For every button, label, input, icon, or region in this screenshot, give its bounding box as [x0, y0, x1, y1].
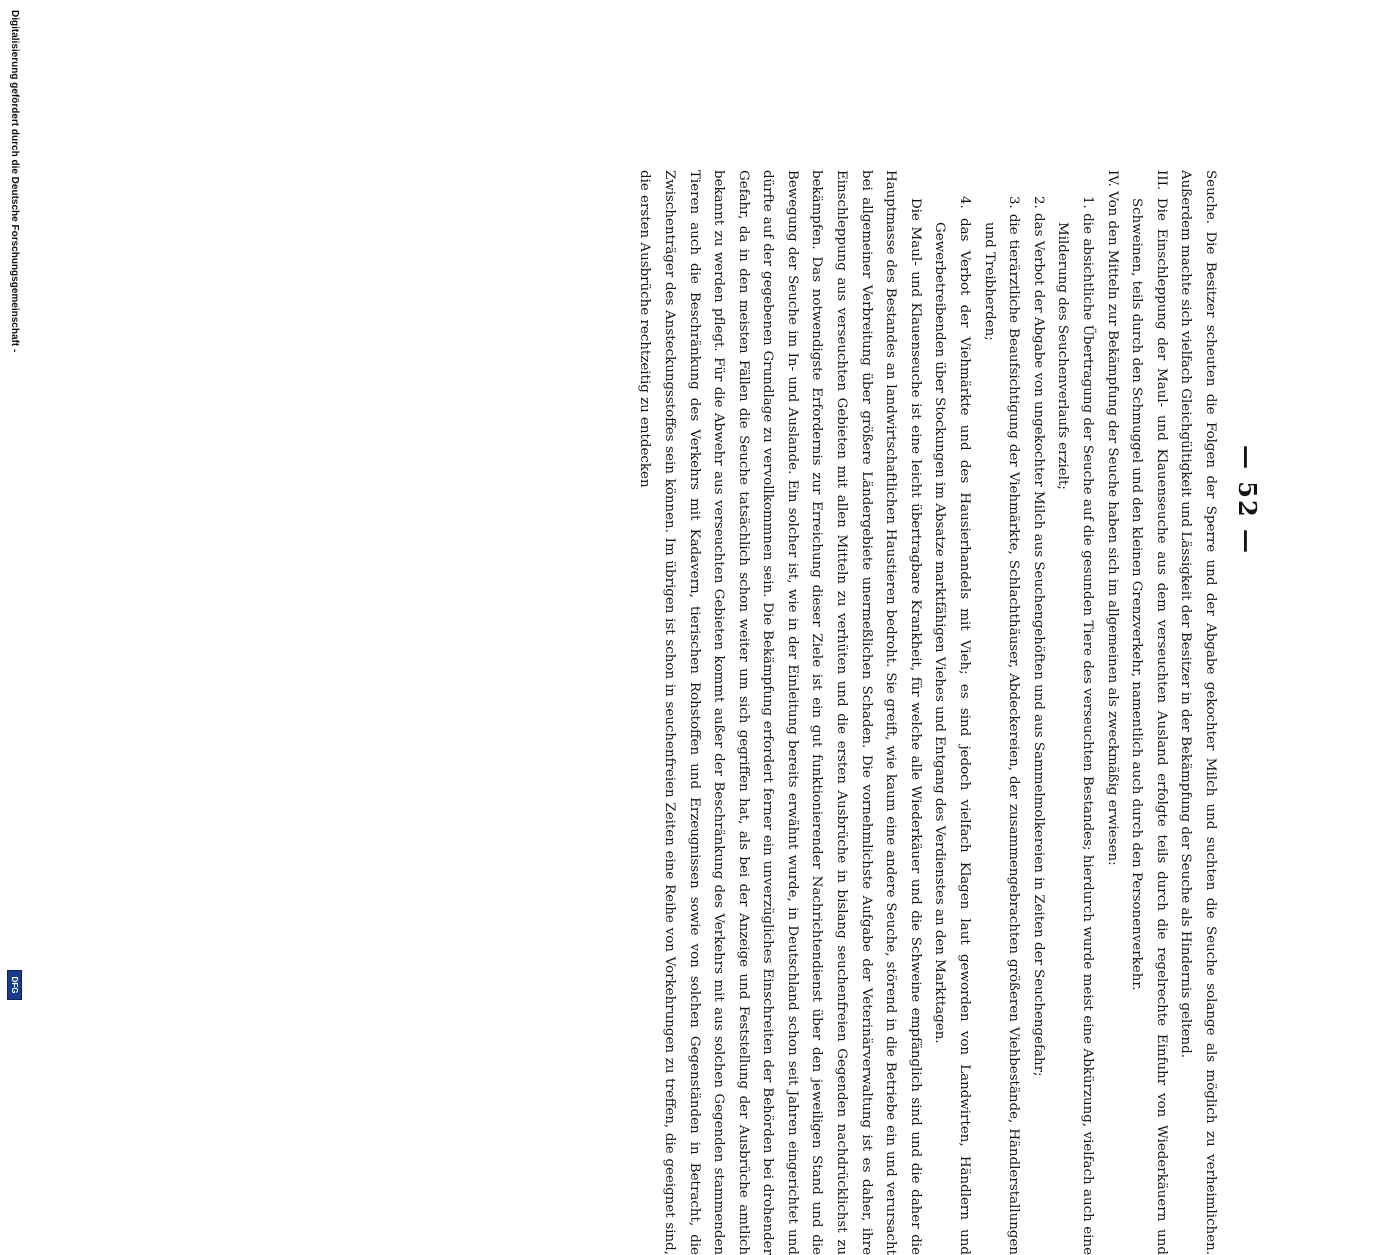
paragraph-iv-mittel: IV. Von den Mitteln zur Bekämpfung der Seuche haben sich im allgemeinen als zweckmäßig erwiesen:: [1104, 170, 1120, 866]
list-item-3: 3. die tierärztliche Beaufsichtigung der Viehmärkte, Schlachthäuser, Abdeckereien, der zusammengebrachten größeren Viehbestände, Händlerstallungen und Treibherden;: [981, 196, 1022, 1255]
paragraph-seuche: Seuche. Die Besitzer scheuten die Folgen der Sperre und der Abgabe gekochter Milch und suchten die Seuche solange als möglich zu verheimlichen. Außerdem machte sich vielfach Gleichgültigkeit und Lässigkeit der Besitzer in der Bekämpfung der Seuche als Hindernis geltend.: [1178, 170, 1218, 1255]
credit-text: Digitalisierung gefördert durch die Deutsche Forschungsgemeinschaft -: [9, 10, 21, 353]
digitization-credit: [0, 0, 30, 1000]
body-text: [632, 170, 1222, 1255]
paragraph-maul-klauenseuche: Die Maul- und Klauenseuche ist eine leicht übertragbare Krankheit, für welche alle Wiederkäuer und die Schweine empfänglich sind und die daher die Hauptmasse des Bestandes an landwirtschaftlichen Haustieren bedroht. Sie greift, wie kaum eine andere Seuche, störend in die Betriebe ein und verursacht bei allgemeiner Verbreitung über größere Ländergebiete unermeßlichen Schaden. Die vornehmlichste Aufgabe der Veterinärverwaltung ist es daher, ihre Einschleppung aus verseuchten Gebieten mit allen Mitteln zu verhüten und die ersten Ausbrüche in bislang seuchenfreien Gegenden nachdrücklichst zu bekämpfen. Das notwendigste Erfordernis zur Erreichung dieser Ziele ist ein gut funktionierender Nachrichtendienst über den jeweiligen Stand und die Bewegung der Seuche im In- und Auslande. Ein solcher ist, wie in der Einleitung bereits erwähnt wurde, in Deutschland schon seit Jahren eingerichtet und dürfte auf der gegebenen Grundlage zu vervollkommnen sein. Die Bekämpfung erfordert ferner ein unverzügliches Einschreiten der Behörden bei drohender Gefahr, da in den meisten Fällen die Seuche tatsächlich schon weiter um sich gegriffen hat, als bei der Anzeige und Feststellung der Ausbrüche amtlich bekannt zu werden pflegt. Für die Abwehr aus verseuchten Gebieten kommt außer der Beschränkung des Verkehrs mit aus solchen Gegenden stammenden Tieren auch die Beschränkung des Verkehrs mit Kadavern, tierischen Rohstoffen und Erzeugnissen sowie von solchen Gegenständen in Betracht, die Zwischenträger des Ansteckungsstoffes sein können. Im übrigen ist schon in seuchenfreien Zeiten eine Reihe von Vorkehrungen zu treffen, die geeignet sind, die ersten Ausbrüche rechtzeitig zu entdecken: [637, 170, 923, 1255]
list-item-1: 1. die absichtliche Übertragung der Seuche auf die gesunden Tiere des verseuchten Bestandes; hierdurch wurde meist eine Abkürzung, vielfach auch eine Milderung des Seuchenverlaufs erzielt;: [1055, 196, 1096, 1255]
paragraph-iii-einschleppung: III. Die Einschleppung der Maul- und Klauenseuche aus dem verseuchten Ausland erfolgte teils durch die regelrechte Einfuhr von Wiederkäuern und Schweinen, teils durch den Schmuggel und den kleinen Grenzverkehr, namentlich auch durch den Personenverkehr.: [1129, 170, 1169, 1255]
list-item-2: 2. das Verbot der Abgabe von ungekochter Milch aus Seuchengehöften und aus Sammelmolkereien in Zeiten der Seuchengefahr;: [1030, 196, 1046, 1077]
page-number: — 52 —: [1233, 444, 1262, 556]
dfg-logo-icon: DFG: [8, 970, 23, 1000]
list-item-4: 4. das Verbot der Viehmärkte und des Hausierhandels mit Vieh; es sind jedoch vielfach Klagen laut geworden von Landwirten, Händlern und Gewerbetreibenden über Stockungen im Absatze marktfähigen Viehes und Entgang des Verdienstes an den Markttagen.: [932, 196, 973, 1255]
